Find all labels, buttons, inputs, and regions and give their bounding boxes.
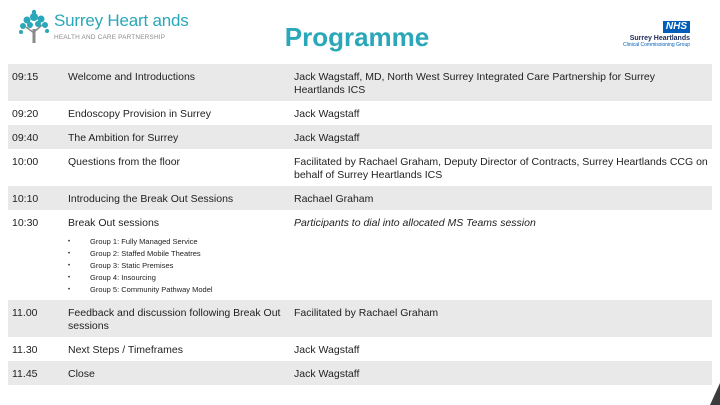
table-row [8,149,712,186]
session-title: Break Out sessions [68,217,160,229]
table-row [8,210,712,300]
session-time: 11.30 [12,344,38,356]
session-time: 10:10 [8,186,64,210]
table-row [8,337,712,361]
session-time: 09:15 [8,64,64,101]
breakout-group: • Group 1: Fully Managed Service [68,236,286,248]
ccg-subtitle: Clinical Commissioning Group [623,42,690,48]
session-lead: Jack Wagstaff [294,108,360,120]
session-lead: Jack Wagstaff, MD, North West Surrey Integrated Care Partnership for Surrey Heartlands ICS [290,64,712,101]
table-row [8,300,712,337]
session-lead: Participants to dial into allocated MS Teams session [294,217,536,229]
session-time: 10:30 [12,217,39,229]
session-title: Close [64,361,290,385]
breakout-group: • Group 2: Staffed Mobile Theatres [68,248,286,260]
session-lead: Jack Wagstaff [294,344,360,356]
ccg-name: Surrey Heartlands [629,35,690,42]
nhs-surrey-heartlands-logo [608,16,690,52]
page-title: Programme [284,22,430,52]
partnership-logo-subtitle: HEALTH AND CARE PARTNERSHIP [54,34,166,41]
session-lead: Jack Wagstaff [290,361,712,385]
session-title: Next Steps / Timeframes [68,344,183,356]
session-time: 10:00 [12,156,39,168]
table-row [8,64,712,101]
session-title: Endoscopy Provision in Surrey [68,108,211,120]
slide-corner-decoration [710,383,720,405]
session-time: 09:20 [12,108,39,120]
session-title: Questions from the floor [68,156,181,168]
breakout-group: • Group 4: Insourcing [68,272,286,284]
table-row [8,125,712,149]
session-lead: Rachael Graham [290,186,712,210]
breakout-group: • Group 5: Community Pathway Model [68,284,286,296]
session-title: Feedback and discussion following Break Out sessions [64,300,290,337]
breakout-group: • Group 3: Static Premises [68,260,286,272]
session-lead: Jack Wagstaff [290,125,712,149]
nhs-badge: NHS [663,21,690,33]
session-lead: Facilitated by Rachael Graham [290,300,712,337]
session-title-cell [64,210,290,300]
session-lead: Facilitated by Rachael Graham, Deputy Director of Contracts, Surrey Heartlands CCG on behalf of Surrey Heartlands ICS [294,156,708,181]
session-time: 11.00 [8,300,64,337]
table-row [8,101,712,125]
session-time: 11.45 [8,361,64,385]
partnership-logo-name: Surrey Heart ands [54,11,189,30]
session-title: Introducing the Break Out Sessions [64,186,290,210]
table-row [8,186,712,210]
table-row [8,361,712,385]
session-title: Welcome and Introductions [64,64,290,101]
programme-table [8,64,712,385]
session-time: 09:40 [8,125,64,149]
breakout-group-list [68,236,286,296]
session-title: The Ambition for Surrey [64,125,290,149]
